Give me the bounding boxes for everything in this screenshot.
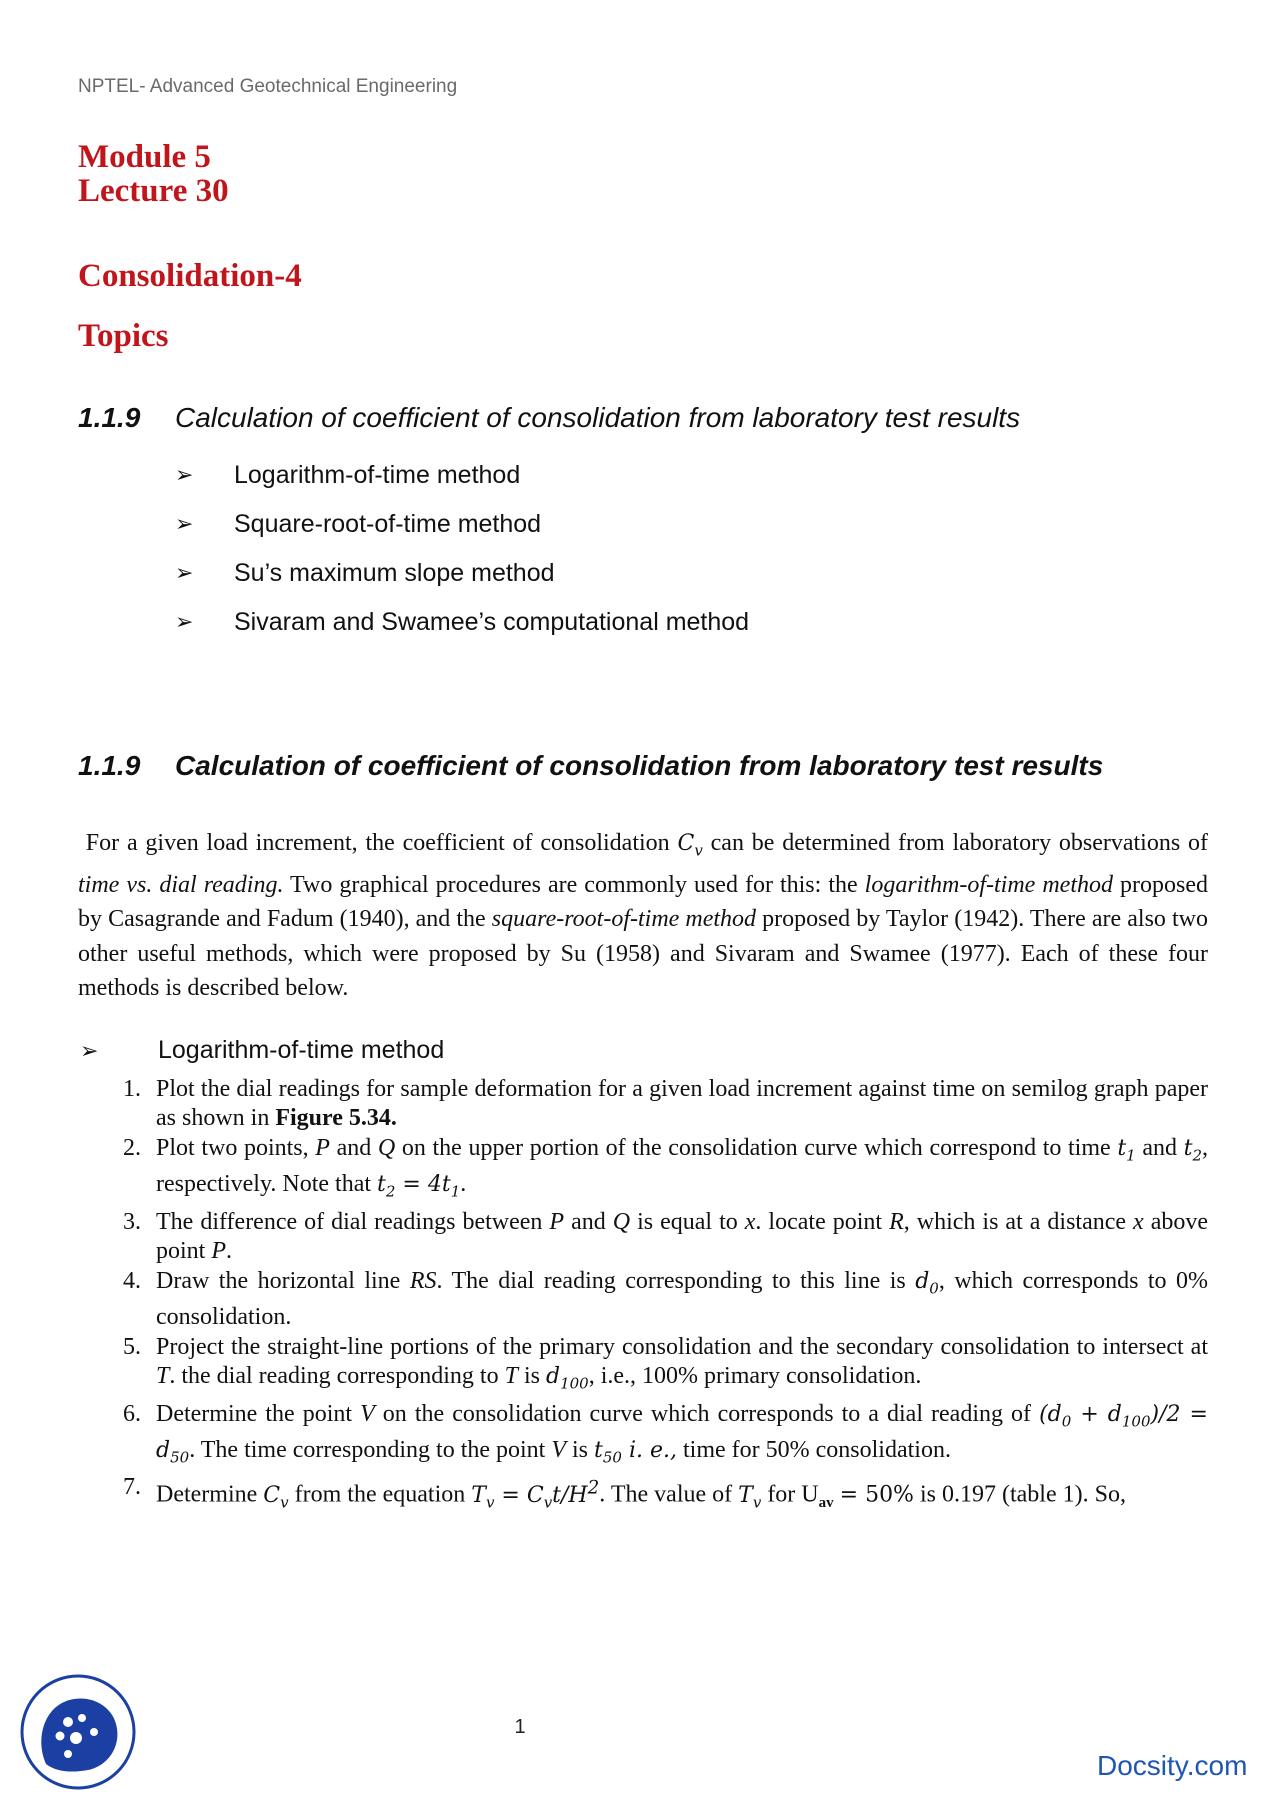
intro-paragraph: For a given load increment, the coefficient of consolidation $C_v$ can be determined from laboratory observations of time vs. dial reading. Two graphical procedures are commonly used for this: the logarithm-of-time method proposed by Casagrande and Fadum (1940), and the square-root-of-time method proposed by Taylor (1942). There are also two other useful methods, which were proposed by Su (1958) and Sivaram and Swamee (1977). Each of these four methods is described below. [78, 830, 1208, 1002]
topics-section-title [78, 402, 1020, 434]
step-item: 6. Determine the point V on the consolidation curve which corresponds to a dial reading of $(d_0 + d_{100})/2 = d_{50}$. The time corresponding to the point V is $t_{50}$ i. e., time for 50% consolidation. [123, 1400, 1208, 1467]
procedure-steps [78, 1075, 1208, 1519]
method-heading: ➢ Logarithm-of-time method [80, 1036, 445, 1064]
module-heading: Module 5 [78, 139, 211, 175]
docsity-link[interactable]: Docsity.com [1097, 1750, 1248, 1781]
page-number: 1 [514, 1716, 526, 1738]
arrow-bullet-icon: ➢ [175, 560, 194, 585]
arrow-bullet-icon: ➢ [80, 1038, 99, 1063]
topic-item: ➢ Sivaram and Swamee’s computational method [175, 608, 750, 636]
page-header: NPTEL- Advanced Geotechnical Engineering [78, 76, 458, 97]
topics-heading: Topics [78, 318, 169, 354]
section-title-text: Calculation of coefficient of consolidation from laboratory test results [175, 402, 1021, 433]
step-item: 1. Plot the dial readings for sample deformation for a given load increment against time on semilog graph paper as shown in Figure 5.34. [123, 1076, 1208, 1131]
step-item: 7. Determine $C_v$ from the equation $T_v = C_vt/H^2$. The value of $T_v$ for $U_{av} = 50\%$ is 0.197 (table 1). So, [123, 1474, 1126, 1512]
section-number: 1.1.9 [78, 750, 141, 781]
topic-list [175, 460, 749, 656]
lecture-heading: Lecture 30 [78, 173, 229, 209]
step-item: 3. The difference of dial readings between P and Q is equal to x. locate point R, which is at a distance x above point P. [123, 1208, 1209, 1264]
step-item: 5. Project the straight-line portions of the primary consolidation and the secondary consolidation to intersect at T. the dial reading corresponding to T is $d_{100}$, i.e., 100% primary consolidation. [123, 1334, 1208, 1393]
section-heading [78, 750, 1103, 782]
section-number: 1.1.9 [78, 402, 141, 433]
section-heading-text: Calculation of coefficient of consolidation from laboratory test results [175, 750, 1104, 781]
topic-item: ➢ Su’s maximum slope method [175, 559, 555, 587]
arrow-bullet-icon: ➢ [175, 462, 194, 487]
docsity-logo-icon [18, 1672, 138, 1792]
arrow-bullet-icon: ➢ [175, 609, 194, 634]
step-item: 4. Draw the horizontal line RS. The dial reading corresponding to this line is $d_0$, which corresponds to 0% consolidation. [123, 1267, 1209, 1331]
topic-item: ➢ Logarithm-of-time method [175, 461, 521, 489]
title-heading: Consolidation-4 [78, 258, 302, 294]
arrow-bullet-icon: ➢ [175, 511, 194, 536]
topic-item: ➢ Square-root-of-time method [175, 510, 542, 538]
step-item: 2. Plot two points, P and Q on the upper portion of the consolidation curve which correspond to time $t_1$ and $t_2$, respectively. Note that $t_2 = 4t_1$. [123, 1135, 1209, 1201]
